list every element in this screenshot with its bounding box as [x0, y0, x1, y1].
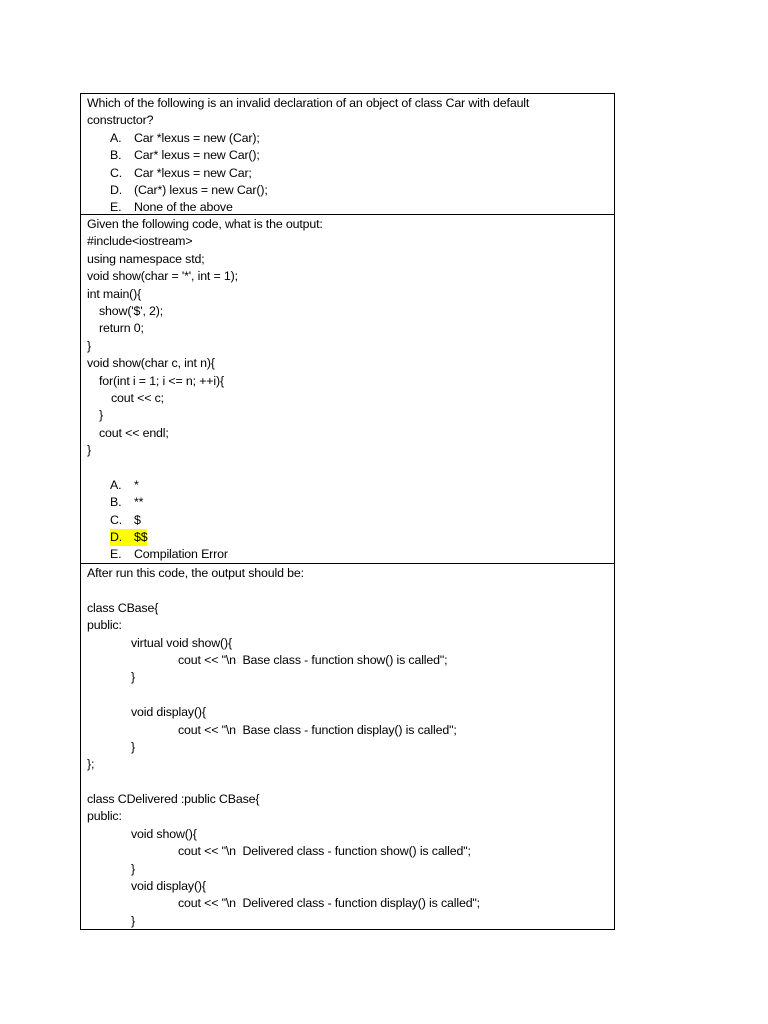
- question-1-option-a: [87, 130, 614, 147]
- question-2-option-a: [87, 477, 614, 494]
- code-line: }: [131, 739, 135, 754]
- code-line: };: [87, 757, 95, 772]
- option-letter: C.: [110, 165, 123, 180]
- code-line: using namespace std;: [87, 251, 205, 266]
- question-1-prompt-line-2: constructor?: [87, 113, 154, 128]
- code-line: void display(){: [131, 705, 206, 720]
- option-text: (Car*) lexus = new Car();: [134, 182, 268, 197]
- option-text: $: [134, 512, 141, 527]
- option-letter: E.: [110, 200, 122, 215]
- option-letter-highlighted: D.: [110, 529, 134, 546]
- question-1-option-c: [87, 165, 614, 182]
- code-line: }: [131, 913, 135, 928]
- option-text: Compilation Error: [134, 547, 228, 562]
- option-text: Car *lexus = new (Car);: [134, 130, 260, 145]
- option-letter: A.: [110, 477, 122, 492]
- option-text: **: [134, 495, 144, 510]
- code-line: cout << "\n Delivered class - function display() is called";: [178, 896, 480, 911]
- code-line: show('$', 2);: [99, 303, 164, 318]
- question-2-cell: [81, 215, 614, 564]
- code-line: cout << "\n Base class - function show() is called";: [178, 652, 448, 667]
- option-letter: A.: [110, 130, 122, 145]
- code-line: class CDelivered :public CBase{: [87, 792, 260, 807]
- code-line: }: [99, 408, 103, 423]
- blank-line: [87, 687, 614, 704]
- question-2-prompt: Given the following code, what is the output:: [87, 217, 323, 231]
- option-text: Car *lexus = new Car;: [134, 165, 252, 180]
- code-line: cout << endl;: [99, 425, 169, 440]
- question-1-option-d: [87, 182, 614, 199]
- code-line: }: [87, 338, 91, 353]
- code-line: for(int i = 1; i <= n; ++i){: [99, 373, 224, 388]
- code-line: void show(){: [131, 826, 197, 841]
- code-line: int main(){: [87, 286, 142, 301]
- question-2-option-e: [87, 546, 614, 563]
- code-line: cout << c;: [111, 390, 164, 405]
- question-1-prompt-line-1: Which of the following is an invalid declaration of an object of class Car with default: [87, 96, 530, 110]
- blank-line: [87, 459, 614, 476]
- option-letter: C.: [110, 512, 123, 527]
- code-line: class CBase{: [87, 600, 159, 615]
- option-letter: E.: [110, 547, 122, 562]
- option-letter: B.: [110, 148, 122, 163]
- question-2-option-b: [87, 494, 614, 511]
- code-line: }: [87, 443, 91, 458]
- question-1-option-b: [87, 147, 614, 164]
- option-letter: D.: [110, 182, 123, 197]
- question-3-cell: [81, 564, 614, 929]
- option-letter: B.: [110, 495, 122, 510]
- blank-line: [87, 774, 614, 791]
- question-1-cell: [81, 94, 614, 215]
- code-line: #include<iostream>: [87, 234, 193, 249]
- blank-line: [87, 582, 614, 599]
- code-line: void display(){: [131, 879, 206, 894]
- code-line: cout << "\n Base class - function display() is called";: [178, 722, 457, 737]
- question-2-option-d: [87, 529, 614, 546]
- code-line: virtual void show(){: [131, 635, 232, 650]
- question-3-prompt: After run this code, the output should be:: [87, 566, 304, 580]
- code-line: void show(char c, int n){: [87, 356, 215, 371]
- option-text-highlighted: $$: [134, 529, 147, 546]
- question-2-option-c: [87, 512, 614, 529]
- code-line: public:: [87, 618, 122, 633]
- code-line: }: [131, 861, 135, 876]
- code-line: public:: [87, 809, 122, 824]
- option-text: *: [134, 477, 139, 492]
- questions-table: [80, 93, 615, 930]
- code-line: return 0;: [99, 321, 144, 336]
- option-text: Car* lexus = new Car();: [134, 148, 260, 163]
- code-line: }: [131, 670, 135, 685]
- code-line: void show(char = '*', int = 1);: [87, 269, 238, 284]
- option-text: None of the above: [134, 200, 233, 215]
- code-line: cout << "\n Delivered class - function show() is called";: [178, 844, 471, 859]
